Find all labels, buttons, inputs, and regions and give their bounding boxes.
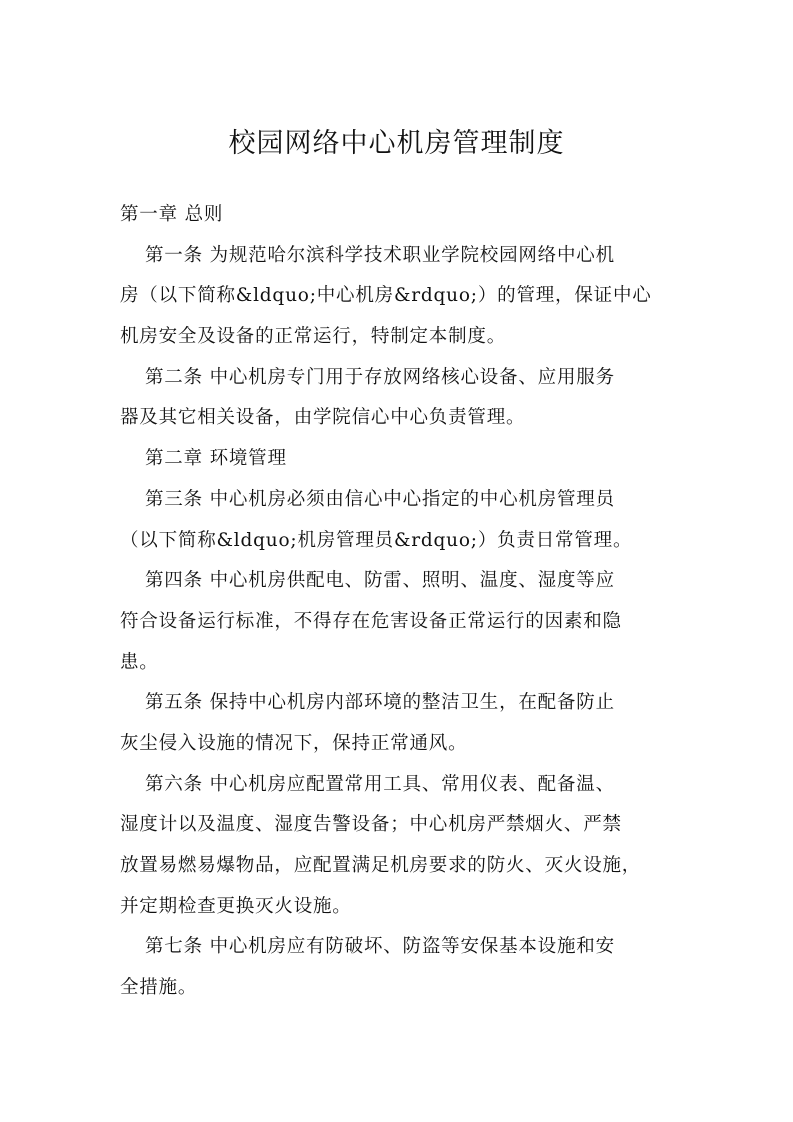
chapter-heading: 第二章 环境管理 <box>145 448 287 470</box>
article-line: （以下简称&ldquo;机房管理员&rdquo;）负责日常管理。 <box>120 529 633 551</box>
article-line: 房（以下简称&ldquo;中心机房&rdquo;）的管理，保证中心 <box>120 285 652 307</box>
chapter-heading: 第一章 总则 <box>120 204 224 225</box>
article-line: 第四条 中心机房供配电、防雷、照明、温度、湿度等应 <box>145 570 615 592</box>
article-line: 第二条 中心机房专门用于存放网络核心设备、应用服务 <box>145 366 615 388</box>
article-line: 湿度计以及温度、湿度告警设备；中心机房严禁烟火、严禁 <box>120 814 622 836</box>
article-line: 第六条 中心机房应配置常用工具、常用仪表、配备温、 <box>145 773 615 795</box>
article-line: 放置易燃易爆物品，应配置满足机房要求的防火、灭火设施， <box>120 855 642 876</box>
article-line: 器及其它相关设备，由学院信心中心负责管理。 <box>120 407 526 429</box>
article-line: 第三条 中心机房必须由信心中心指定的中心机房管理员 <box>145 488 615 510</box>
article-line: 机房安全及设备的正常运行，特制定本制度。 <box>120 326 507 348</box>
article-line: 灰尘侵入设施的情况下，保持正常通风。 <box>120 732 468 754</box>
document-body <box>120 195 680 1009</box>
document-title: 校园网络中心机房管理制度 <box>228 128 565 159</box>
article-line: 符合设备运行标准，不得存在危害设备正常运行的因素和隐 <box>120 610 622 632</box>
article-line: 第七条 中心机房应有防破坏、防盗等安保基本设施和安 <box>145 936 615 958</box>
article-line: 第一条 为规范哈尔滨科学技术职业学院校园网络中心机 <box>145 244 615 266</box>
article-line: 第五条 保持中心机房内部环境的整洁卫生，在配备防止 <box>145 692 615 714</box>
article-line: 并定期检查更换灭火设施。 <box>120 895 352 917</box>
article-line: 患。 <box>120 651 159 673</box>
article-line: 全措施。 <box>120 977 198 999</box>
